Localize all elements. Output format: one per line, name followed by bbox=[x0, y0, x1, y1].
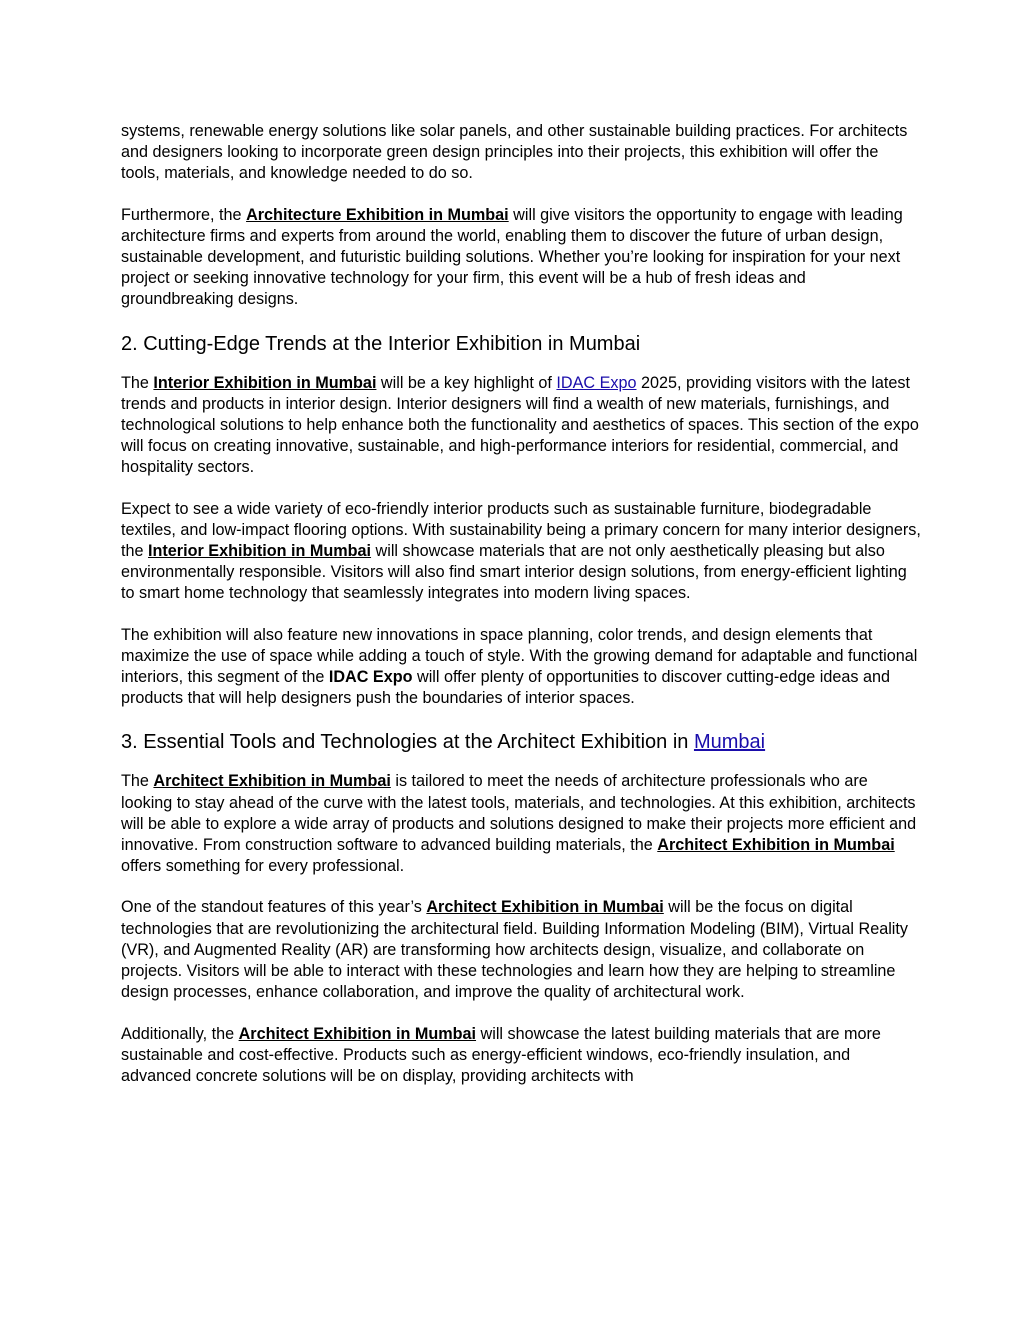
paragraph-text: 2025, providing visitors with the latest trends and products in interior design. Interior designers will find a wealth of new materials, furnishings, and technological solutions to help enhance both the functionality and aesthetics of spaces. This section of the expo will focus on creating innovative, sustainable, and high-performance interiors for residential, commercial, and hospitality sectors. bbox=[121, 373, 919, 477]
paragraph-space-planning bbox=[121, 625, 921, 710]
paragraph-text: One of the standout features of this year’s bbox=[121, 898, 427, 917]
idac-expo-bold: IDAC Expo bbox=[328, 668, 413, 687]
interior-exhibition-link[interactable]: Interior Exhibition in Mumbai bbox=[153, 373, 377, 392]
paragraph-text: The bbox=[121, 373, 154, 392]
interior-exhibition-link[interactable]: Interior Exhibition in Mumbai bbox=[148, 542, 372, 561]
paragraph-text: is tailored to meet the needs of architecture professionals who are looking to stay ahead of the curve with the latest tools, materials, and technologies. At this exhibition, architects will be able to explore a wide array of products and solutions designed to make their projects more efficient and innovative. From construction software to advanced building materials, the bbox=[121, 772, 917, 855]
paragraph-architecture-exhibition bbox=[121, 205, 921, 311]
paragraph-text: will be a key highlight of bbox=[376, 373, 557, 392]
architect-exhibition-link[interactable]: Architect Exhibition in Mumbai bbox=[426, 898, 664, 917]
paragraph-text: will showcase the latest building materials that are more sustainable and cost-effective. Products such as energy-efficient windows, eco-friendly insulation, and advanced concrete solutions will be on display, providing architects with bbox=[121, 1024, 881, 1085]
paragraph-sustainable-systems bbox=[121, 121, 921, 185]
paragraph-text: will be the focus on digital technologies that are revolutionizing the architectural field. Building Information Modeling (BIM), Virtual Reality (VR), and Augmented Reality (AR) are transforming how architects design, visualize, and collaborate on projects. Visitors will be able to interact with these technologies and learn how they are helping to streamline design processes, enhance collaboration, and improve the quality of architectural work. bbox=[121, 898, 908, 1002]
architect-exhibition-link[interactable]: Architect Exhibition in Mumbai bbox=[238, 1024, 477, 1043]
paragraph-interior-exhibition-intro bbox=[121, 373, 921, 479]
paragraph-eco-friendly-products bbox=[121, 499, 921, 605]
section-heading-architect-tools bbox=[121, 729, 921, 755]
paragraph-text: Additionally, the bbox=[121, 1024, 239, 1043]
paragraph-text: will offer plenty of opportunities to discover cutting-edge ideas and products that will help designers push the boundaries of interior spaces. bbox=[121, 668, 891, 708]
paragraph-building-materials bbox=[121, 1024, 921, 1088]
paragraph-architect-exhibition-intro bbox=[121, 771, 921, 877]
idac-expo-link[interactable]: IDAC Expo bbox=[556, 373, 637, 392]
architect-exhibition-link[interactable]: Architect Exhibition in Mumbai bbox=[657, 836, 895, 855]
paragraph-text: Furthermore, the bbox=[121, 205, 247, 224]
architecture-exhibition-link[interactable]: Architecture Exhibition in Mumbai bbox=[246, 205, 509, 224]
section-heading-interior-trends bbox=[121, 331, 921, 357]
document-page bbox=[121, 121, 921, 1107]
paragraph-digital-technologies bbox=[121, 897, 921, 1003]
paragraph-text: offers something for every professional. bbox=[121, 857, 405, 876]
architect-exhibition-link[interactable]: Architect Exhibition in Mumbai bbox=[153, 772, 391, 791]
paragraph-text: The bbox=[121, 772, 154, 791]
paragraph-text: The exhibition will also feature new innovations in space planning, color trends, and design elements that maximize the use of space while adding a touch of style. With the growing demand for adaptable and functional interiors, this segment of the bbox=[121, 625, 918, 687]
paragraph-text: will showcase materials that are not only aesthetically pleasing but also environmentally responsible. Visitors will also find smart interior design solutions, from energy-efficient lighting to smart home technology that seamlessly integrates into modern living spaces. bbox=[121, 542, 907, 603]
paragraph-text: Expect to see a wide variety of eco-friendly interior products such as sustainable furniture, biodegradable textiles, and low-impact flooring options. With sustainability being a primary concern for many interior designers, the bbox=[121, 499, 921, 561]
heading-text: 2. Cutting-Edge Trends at the Interior Exhibition in Mumbai bbox=[121, 332, 641, 355]
mumbai-link[interactable]: Mumbai bbox=[693, 731, 766, 754]
heading-text: 3. Essential Tools and Technologies at the Architect Exhibition in bbox=[121, 731, 694, 754]
paragraph-text: will give visitors the opportunity to engage with leading architecture firms and experts from around the world, enabling them to discover the future of urban design, sustainable development, and futuristic building solutions. Whether you’re looking for inspiration for your next project or seeking innovative technology for your firm, this event will be a hub of fresh ideas and groundbreaking designs. bbox=[121, 205, 903, 309]
paragraph-text: systems, renewable energy solutions like solar panels, and other sustainable building practices. For architects and designers looking to incorporate green design principles into their projects, this exhibition will offer the tools, materials, and knowledge needed to do so. bbox=[121, 122, 908, 183]
